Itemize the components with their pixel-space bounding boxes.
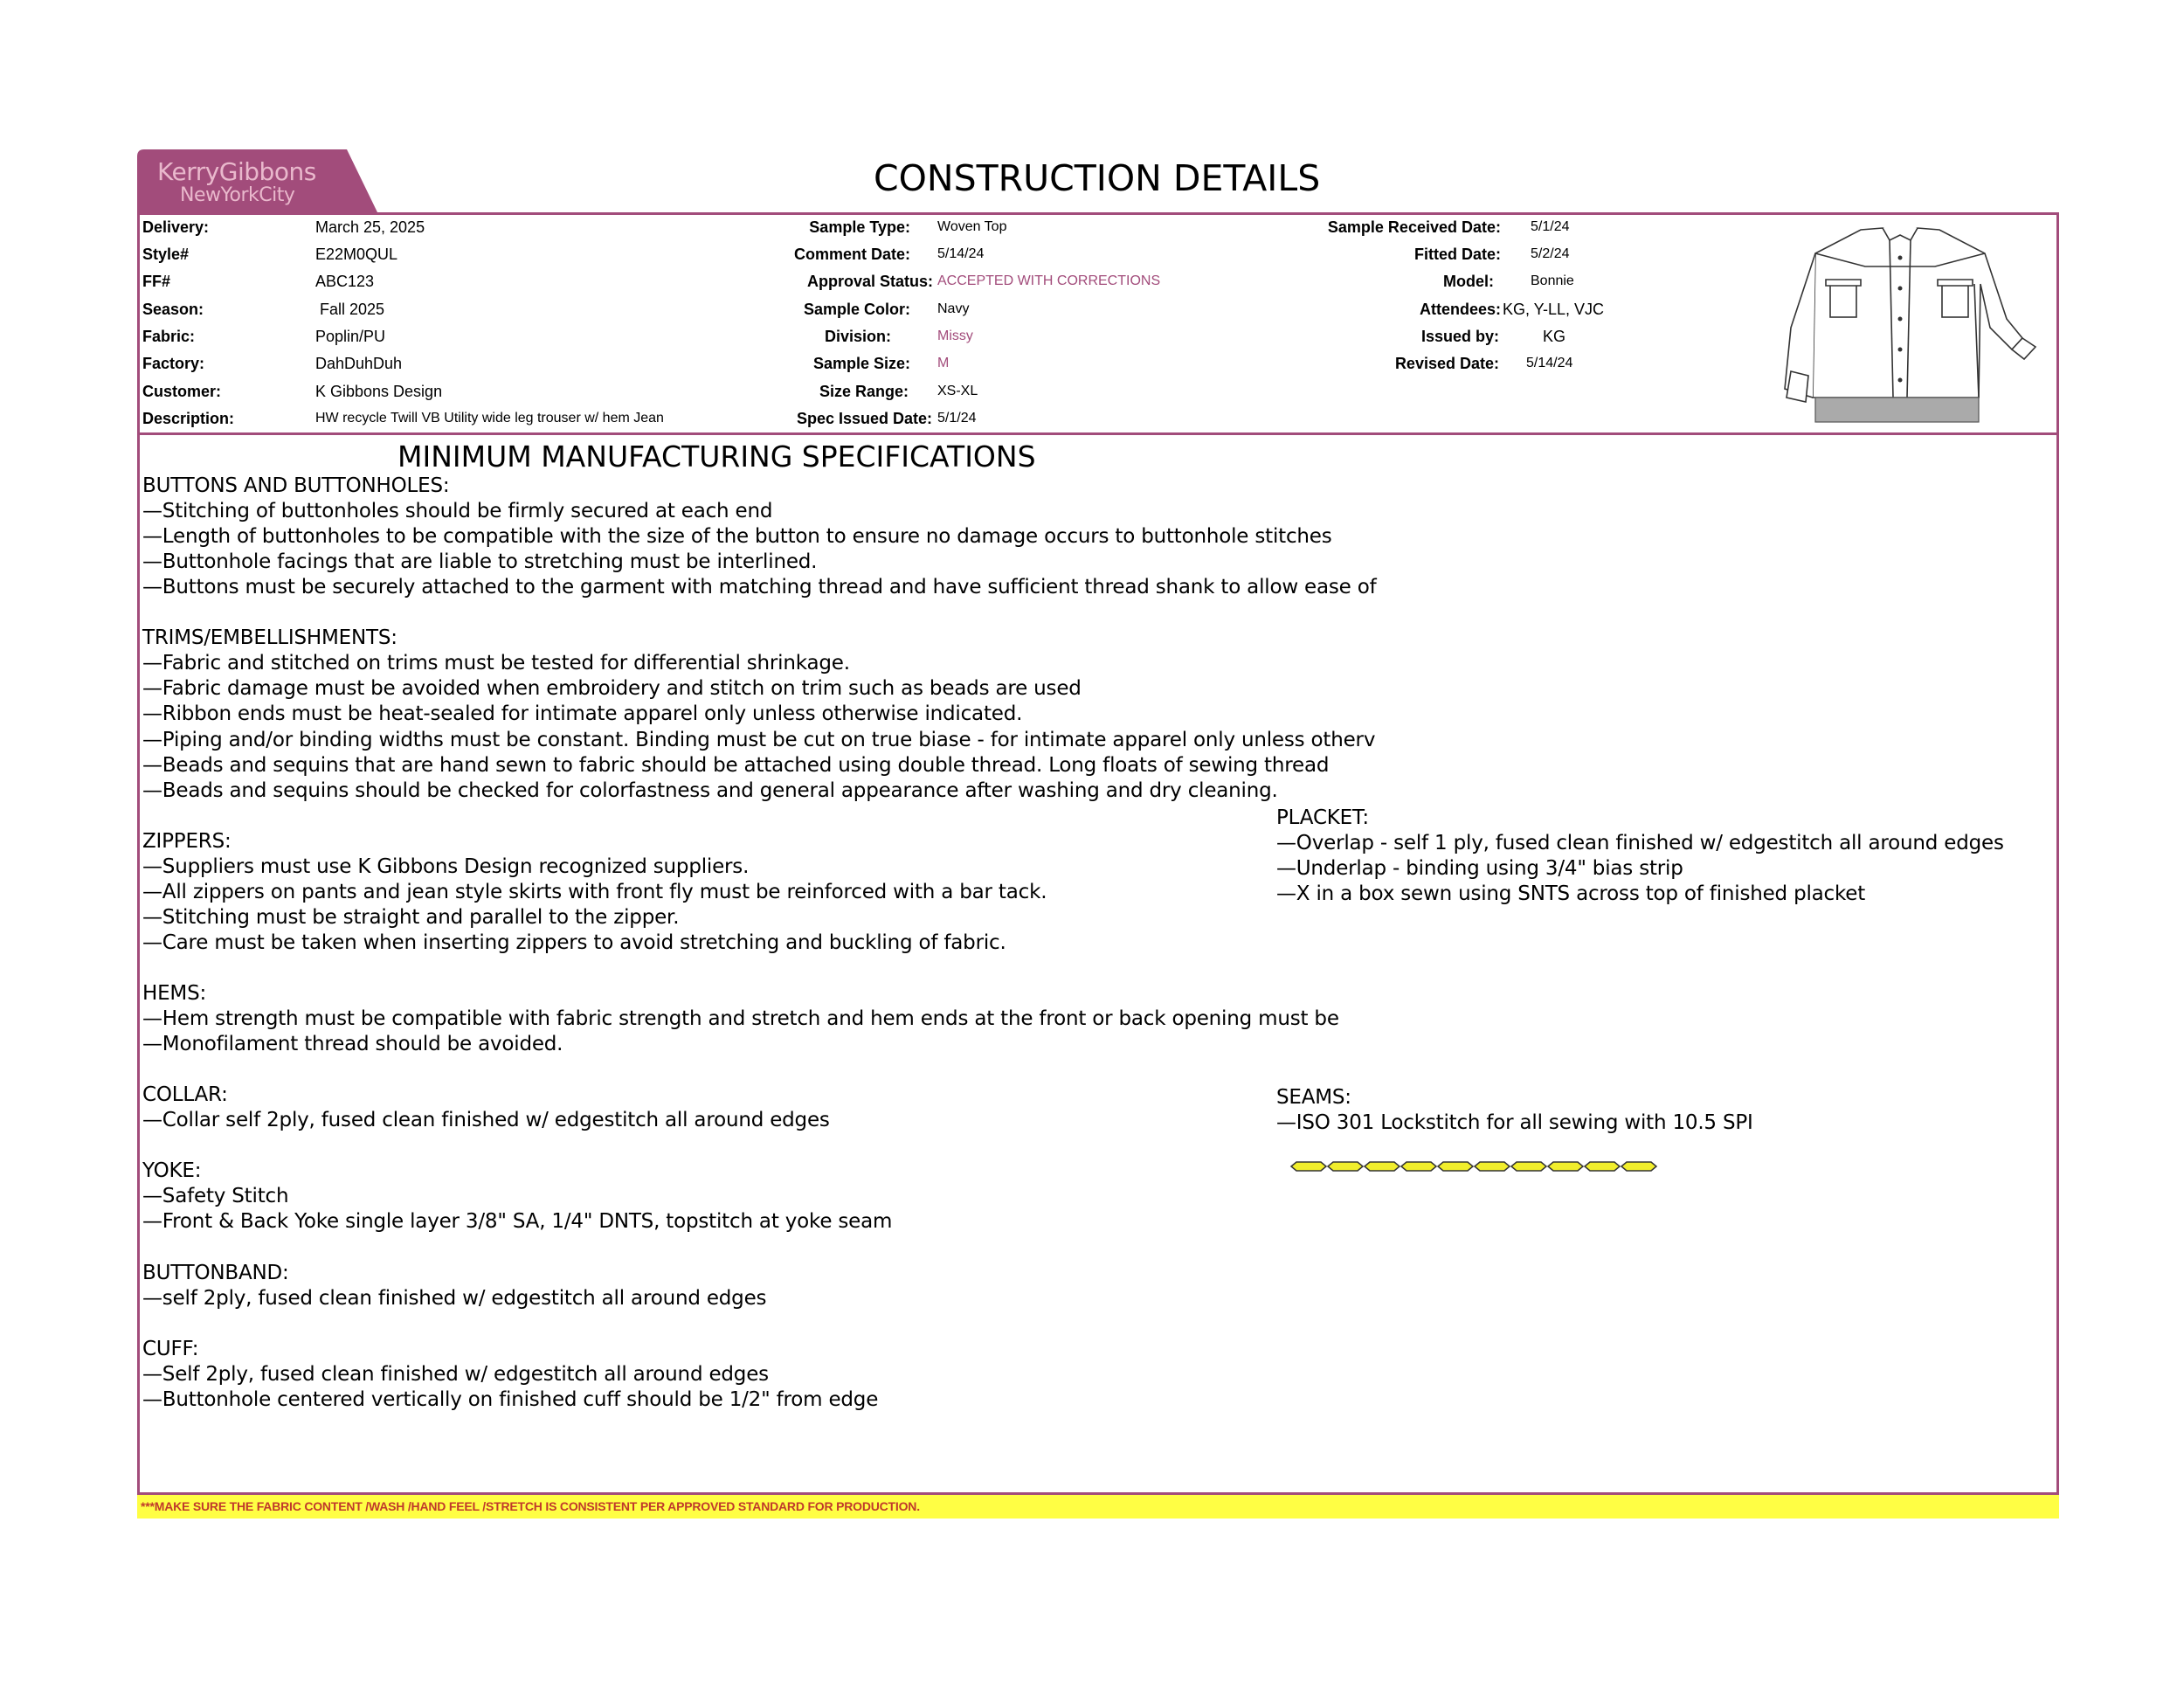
factory-label: Factory:	[142, 355, 205, 372]
factory-value: DahDuhDuh	[315, 355, 403, 372]
fitted-date-label: Fitted Date:	[1414, 246, 1501, 263]
issued-by-value: KG	[1543, 328, 1566, 345]
spec-issued-date-value: 5/1/24	[937, 411, 977, 425]
spec-line: —Self 2ply, fused clean finished w/ edgestitch all around edges	[142, 1363, 769, 1386]
section-heading: BUTTONS AND BUTTONHOLES:	[142, 474, 450, 497]
customer-label: Customer:	[142, 383, 222, 400]
header-divider	[137, 432, 2059, 435]
spec-line: —Beads and sequins that are hand sewn to fabric should be attached using double thread. Long floats of sewing thread	[142, 754, 1330, 777]
issued-by-label: Issued by:	[1420, 328, 1499, 345]
spec-section-title: MINIMUM MANUFACTURING SPECIFICATIONS	[397, 439, 1036, 474]
attendees-value: KG, Y-LL, VJC	[1503, 301, 1605, 318]
division-value: Missy	[937, 329, 973, 343]
page-title: CONSTRUCTION DETAILS	[874, 157, 1321, 199]
footer-notice-text: ***MAKE SURE THE FABRIC CONTENT /WASH /HAND FEEL /STRETCH IS CONSISTENT PER APPROVED STANDARD FOR PRODUCTION.	[141, 1499, 920, 1513]
section-heading: COLLAR:	[142, 1083, 228, 1106]
spec-line: —Stitching of buttonholes should be firmly secured at each end	[142, 500, 773, 522]
approval-status-label: Approval Status:	[806, 273, 933, 290]
revised-date-value: 5/14/24	[1526, 356, 1573, 370]
placket-line: —Overlap - self 1 ply, fused clean finished w/ edgestitch all around edges	[1276, 832, 2004, 854]
spec-line: —Buttons must be securely attached to the garment with matching thread and have sufficient thread shank to allow ease of	[142, 576, 1377, 598]
spec-line: —Front & Back Yoke single layer 3/8" SA, 1/4" DNTS, topstitch at yoke seam	[142, 1210, 893, 1233]
revised-date-label: Revised Date:	[1394, 355, 1499, 372]
sample-received-date-label: Sample Received Date:	[1327, 218, 1501, 236]
fitted-date-value: 5/2/24	[1531, 246, 1570, 261]
attendees-label: Attendees:	[1419, 301, 1501, 318]
description-value: HW recycle Twill VB Utility wide leg trouser w/ hem Jean	[315, 411, 664, 425]
spec-line: —Fabric and stitched on trims must be tested for differential shrinkage.	[142, 652, 850, 675]
spec-line: —Buttonhole facings that are liable to stretching must be interlined.	[142, 550, 818, 573]
description-label: Description:	[142, 410, 235, 427]
model-label: Model:	[1443, 273, 1494, 290]
customer-value: K Gibbons Design	[315, 383, 443, 400]
spec-line: —All zippers on pants and jean style skirts with front fly must be reinforced with a bar tack.	[142, 881, 1047, 903]
spec-line: —Stitching must be straight and parallel to the zipper.	[142, 906, 680, 929]
sample-color-label: Sample Color:	[803, 301, 910, 318]
spec-line: —Ribbon ends must be heat-sealed for intimate apparel only unless otherwise indicated.	[142, 702, 1023, 725]
spec-line: —Length of buttonholes to be compatible with the size of the button to ensure no damage occurs to buttonhole stitches	[142, 525, 1332, 548]
sample-size-label: Sample Size:	[812, 355, 910, 372]
spec-line: —Beads and sequins should be checked for colorfastness and general appearance after washing and dry cleaning.	[142, 779, 1278, 802]
spec-line: —Hem strength must be compatible with fabric strength and stretch and hem ends at the front or back opening must be	[142, 1007, 1339, 1030]
spec-line: —Suppliers must use K Gibbons Design recognized suppliers.	[142, 855, 750, 878]
comment-date-value: 5/14/24	[937, 246, 985, 261]
placket-line: —X in a box sewn using SNTS across top of finished placket	[1276, 882, 1866, 905]
spec-line: —Safety Stitch	[142, 1185, 289, 1207]
model-value: Bonnie	[1531, 273, 1574, 288]
fabric-value: Poplin/PU	[315, 328, 386, 345]
sample-color-value: Navy	[937, 301, 970, 316]
spec-line: —Monofilament thread should be avoided.	[142, 1033, 563, 1055]
sample-size-value: M	[937, 356, 950, 370]
ff-label: FF#	[142, 273, 171, 290]
seams-heading: SEAMS:	[1276, 1086, 1351, 1109]
spec-line: —Collar self 2ply, fused clean finished w/ edgestitch all around edges	[142, 1109, 830, 1131]
brand-name: KerryGibbons	[157, 157, 316, 186]
size-range-value: XS-XL	[937, 384, 978, 398]
fabric-label: Fabric:	[142, 328, 196, 345]
section-heading: HEMS:	[142, 982, 207, 1005]
delivery-label: Delivery:	[142, 218, 210, 236]
season-label: Season:	[142, 301, 204, 318]
style-label: Style#	[142, 246, 190, 263]
spec-line: —self 2ply, fused clean finished w/ edgestitch all around edges	[142, 1287, 767, 1310]
shirt-sketch-image	[1778, 223, 2040, 424]
sample-type-label: Sample Type:	[809, 218, 910, 236]
seams-line: —ISO 301 Lockstitch for all sewing with 10.5 SPI	[1276, 1111, 1753, 1134]
delivery-value: March 25, 2025	[315, 218, 425, 236]
comment-date-label: Comment Date:	[793, 246, 910, 263]
section-heading: YOKE:	[142, 1159, 202, 1182]
brand-city: NewYorkCity	[180, 184, 295, 206]
sample-received-date-value: 5/1/24	[1531, 219, 1570, 234]
sample-type-value: Woven Top	[937, 219, 1007, 234]
section-heading: CUFF:	[142, 1338, 199, 1360]
style-value: E22M0QUL	[315, 246, 398, 263]
section-heading: ZIPPERS:	[142, 830, 232, 853]
spec-issued-date-label: Spec Issued Date:	[796, 410, 932, 427]
placket-heading: PLACKET:	[1276, 806, 1369, 829]
spec-line: —Piping and/or binding widths must be constant. Binding must be cut on true biase - for intimate apparel only unless otherv	[142, 729, 1376, 751]
spec-line: —Care must be taken when inserting zippers to avoid stretching and buckling of fabric.	[142, 931, 1006, 954]
section-heading: TRIMS/EMBELLISHMENTS:	[142, 626, 397, 649]
division-label: Division:	[824, 328, 891, 345]
placket-line: —Underlap - binding using 3/4" bias strip	[1276, 857, 1683, 880]
section-heading: BUTTONBAND:	[142, 1262, 289, 1284]
size-range-label: Size Range:	[819, 383, 909, 400]
ff-value: ABC123	[315, 273, 375, 290]
season-value: Fall 2025	[320, 301, 385, 318]
lockstitch-seam-icon	[1288, 1158, 1658, 1175]
spec-line: —Buttonhole centered vertically on finished cuff should be 1/2" from edge	[142, 1388, 879, 1411]
spec-line: —Fabric damage must be avoided when embroidery and stitch on trim such as beads are used	[142, 677, 1082, 700]
approval-status-value: ACCEPTED WITH CORRECTIONS	[937, 273, 1161, 288]
